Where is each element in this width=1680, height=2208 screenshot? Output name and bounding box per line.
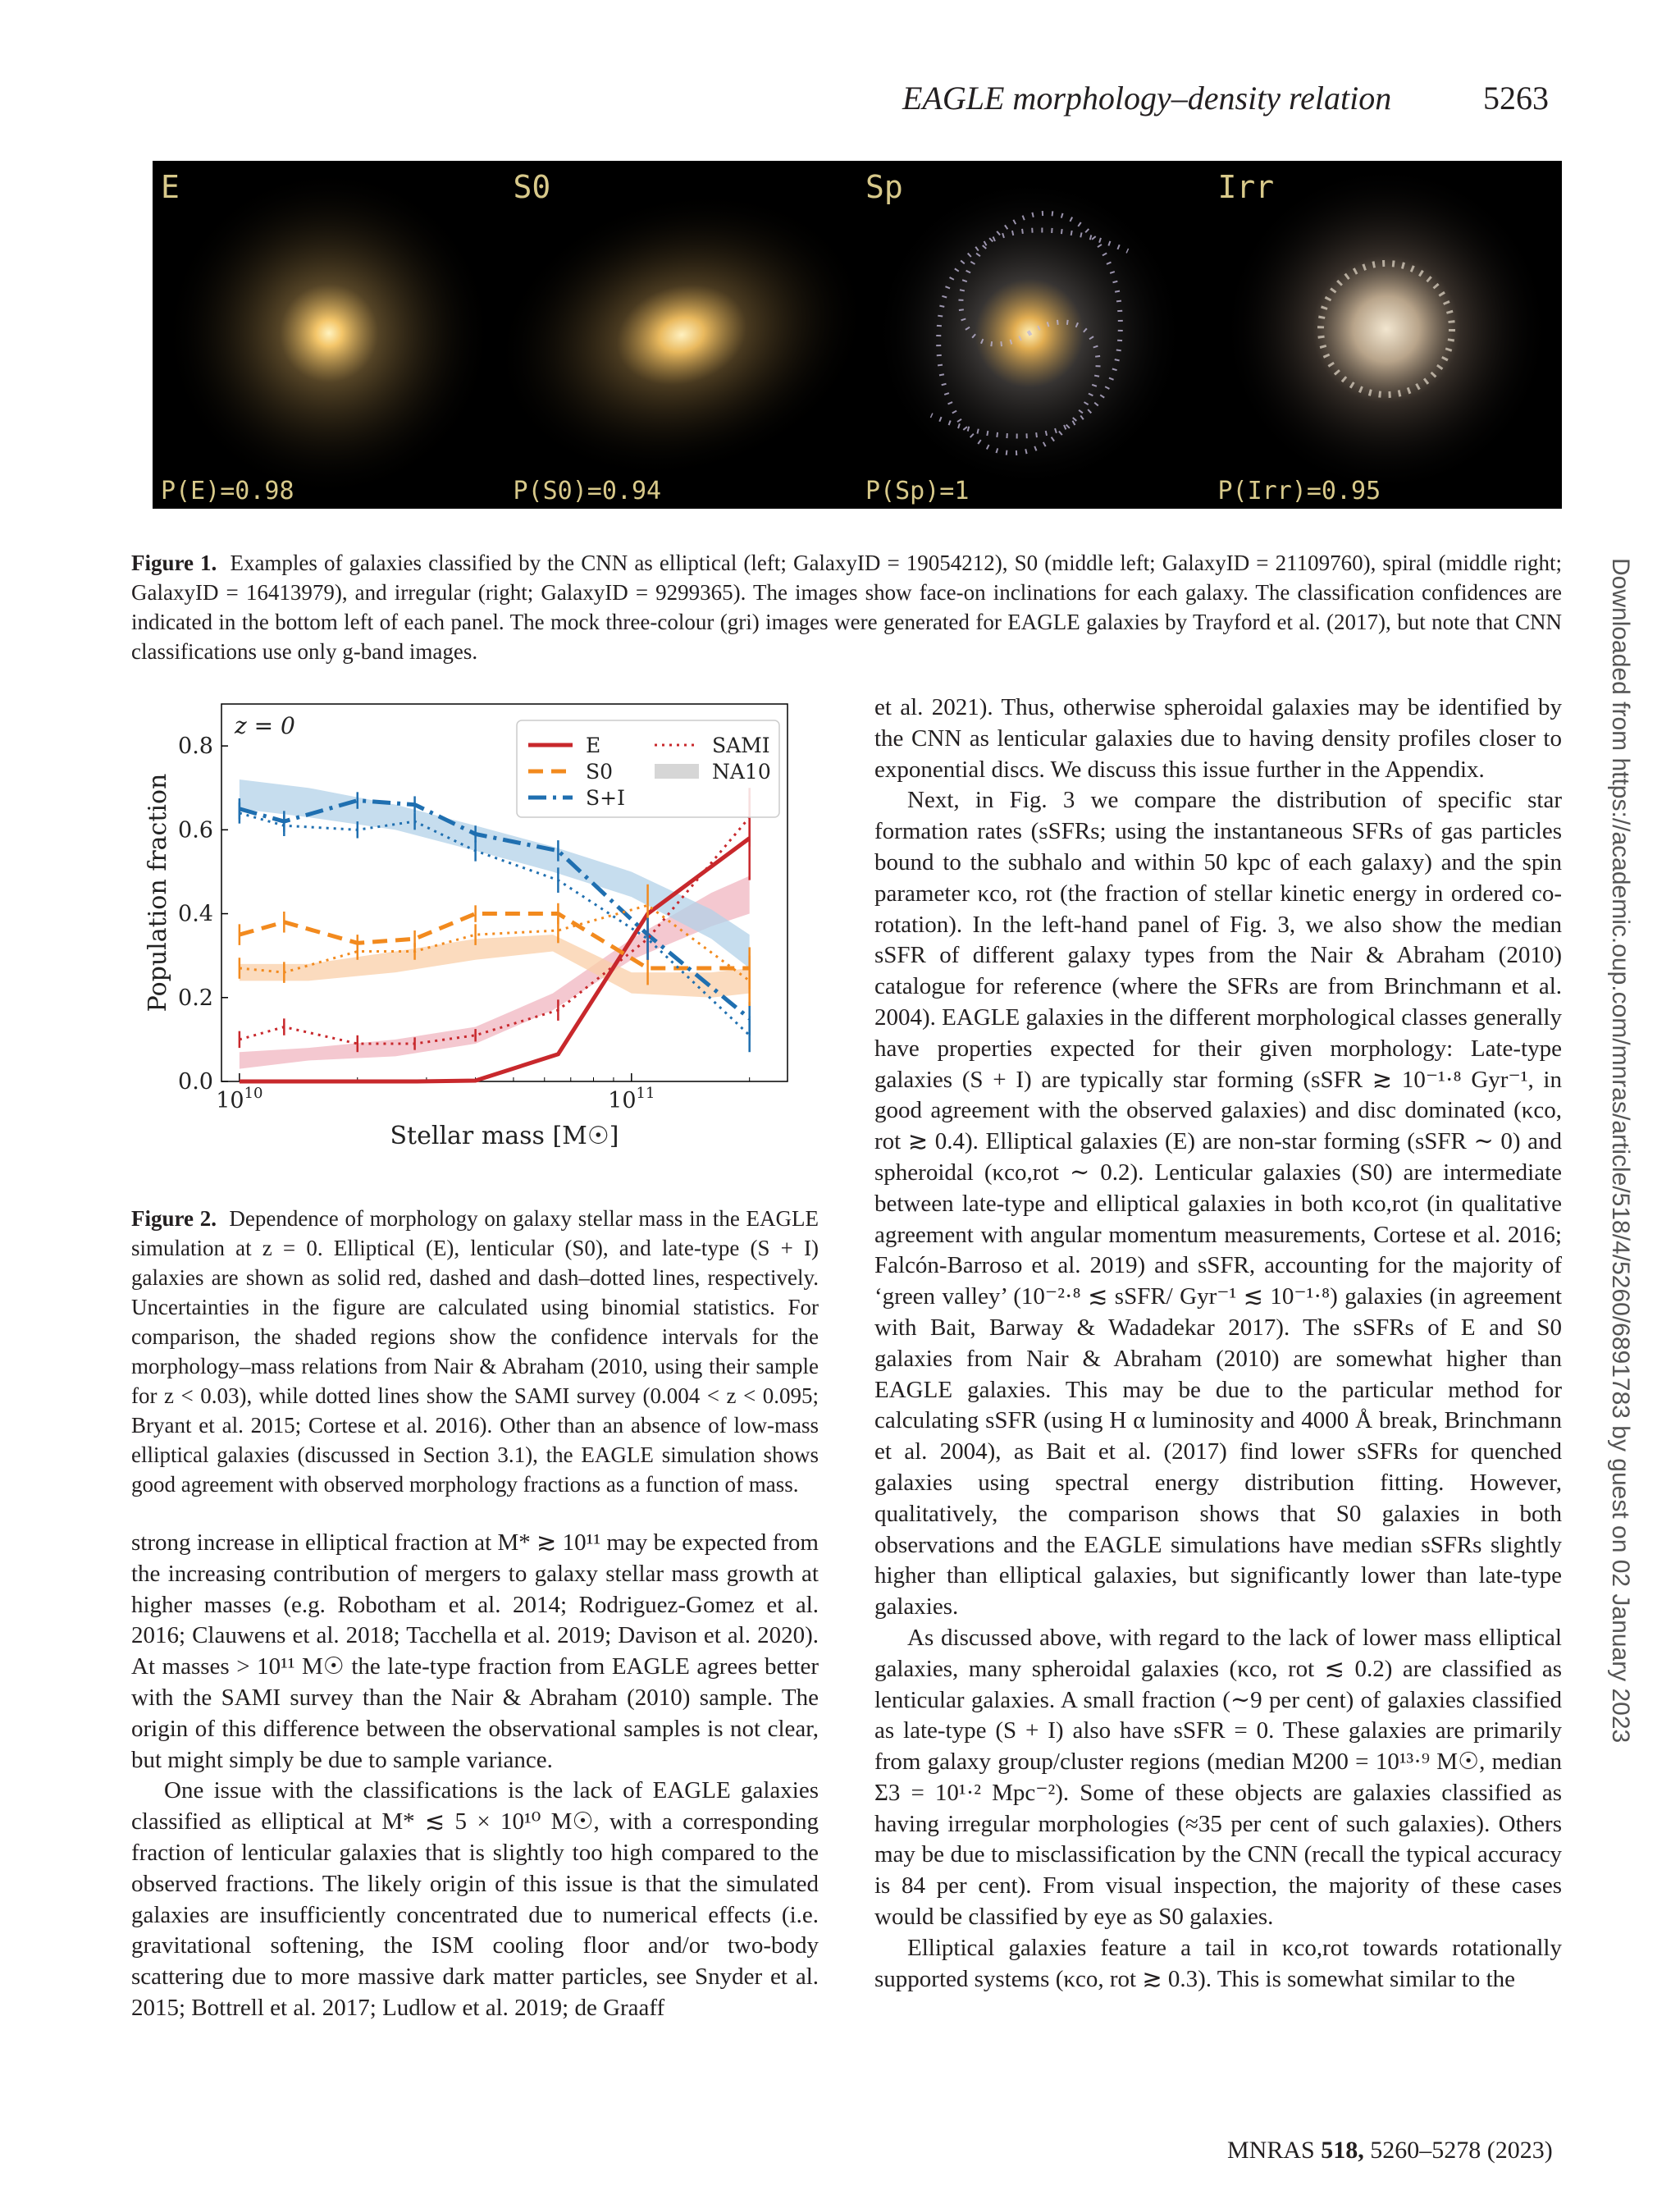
- y-tick-label: 0.2: [178, 985, 213, 1011]
- figure-2-chart: [131, 689, 829, 1182]
- download-watermark: Downloaded from https://academic.oup.com/mnras/article/518/4/5260/6891783 by guest on 02 January 2023: [1607, 558, 1634, 1744]
- x-axis-label: Stellar mass [M☉]: [390, 1122, 619, 1150]
- panel-confidence-E: P(E)=0.98: [161, 477, 294, 505]
- x-tick-label: $10^{11}$: [608, 1085, 655, 1113]
- spiral-galaxy-image: [857, 161, 1210, 509]
- elliptical-galaxy-image: [153, 161, 505, 509]
- right-paragraph: As discussed above, with regard to the lack of lower mass elliptical galaxies, many spheroidal galaxies (κco, rot ≲ 0.2) are classified as lenticular galaxies. A small fraction (∼9 per cent) of galaxies classified as late-type (S + I) also have sSFR = 0. These galaxies are primarily from galaxy group/cluster regions (median M200 = 10¹³·⁹ M☉, median Σ3 = 10¹·² Mpc⁻²). Some of these objects are galaxies classified as having irregular morphologies (≈35 per cent of such galaxies). Others may be due to misclassification by the CNN (recall the typical accuracy is 84 per cent). From visual inspection, the majority of these cases would be classified by eye as S0 galaxies.: [874, 1624, 1562, 1931]
- figure-2-caption: [131, 1204, 819, 1499]
- footer-volume: 518,: [1321, 2137, 1364, 2164]
- journal-footer: [1227, 2137, 1553, 2165]
- legend-label: E: [586, 734, 601, 757]
- legend-label: NA10: [712, 760, 771, 784]
- legend-label: S0: [586, 760, 614, 784]
- panel-label-S0: S0: [513, 169, 551, 205]
- footer-pages: 5260–5278 (2023): [1370, 2137, 1553, 2164]
- panel-confidence-S0: P(S0)=0.94: [513, 477, 662, 505]
- panel-label-Irr: Irr: [1217, 169, 1275, 205]
- galaxy-panel-irregular: [1210, 161, 1563, 509]
- left-column-text: [131, 1528, 819, 2024]
- figure-1-image-strip: [153, 161, 1562, 509]
- figure-2-caption-text: Dependence of morphology on galaxy stellar mass in the EAGLE simulation at z = 0. Elliptical (E), lenticular (S0), and late-type (S + I) galaxies are shown as solid red, dashed and dash–dotted lines, respectively. Uncertainties in the figure are calculated using binomial statistics. For comparison, the shaded regions show the confidence intervals for the morphology–mass relations from Nair & Abraham (2010, using their sample for z < 0.03), while dotted lines show the SAMI survey (0.004 < z < 0.095; Bryant et al. 2015; Cortese et al. 2016). Other than an absence of low-mass elliptical galaxies (discussed in Section 3.1), the EAGLE simulation shows good agreement with observed morphology fractions as a function of mass.: [131, 1206, 819, 1497]
- panel-label-Sp: Sp: [865, 169, 903, 205]
- running-title: EAGLE morphology–density relation: [902, 80, 1392, 117]
- right-paragraph: Next, in Fig. 3 we compare the distribution of specific star formation rates (sSFRs; using the instantaneous SFRs of gas particles bound to the subhalo and within 50 kpc of each galaxy) and the spin parameter κco, rot (the fraction of stellar kinetic energy in ordered co-rotation). In the left-hand panel of Fig. 3, we also show the median sSFR of different galaxy types from the Nair & Abraham (2010) catalogue for reference (where the SFRs are from Brinchmann et al. 2004). EAGLE galaxies in the different morphological classes generally have properties expected for their given morphology: Late-type galaxies (S + I) are typically star forming (sSFR ≳ 10⁻¹·⁸ Gyr⁻¹, in good agreement with the observed galaxies) and disc dominated (κco, rot ≳ 0.4). Elliptical galaxies (E) are non-star forming (sSFR ∼ 0) and spheroidal (κco,rot ∼ 0.2). Lenticular galaxies (S0) are intermediate between late-type and elliptical galaxies in both κco,rot (in qualitative agreement with angular momentum measurements, Cortese et al. 2016; Falcón-Barroso et al. 2019) and sSFR, accounting for the majority of ‘green valley’ (10⁻²·⁸ ≲ sSFR/ Gyr⁻¹ ≲ 10⁻¹·⁸) galaxies (in agreement with Bait, Barway & Wadadekar 2017). The sSFRs of E and S0 galaxies from Nair & Abraham (2010) are somewhat higher than EAGLE galaxies. This may be due to the particular method for calculating sSFR (using H α luminosity and 4000 Å break, Brinchmann et al. 2004), as Bait et al. (2017) find lower sSFRs for quenched galaxies using spectral energy distribution fitting. However, qualitatively, the comparison shows that S0 galaxies in both observations and the EAGLE simulations have median sSFRs slightly higher than elliptical galaxies, but significantly lower than late-type galaxies.: [874, 787, 1562, 1621]
- panel-label-E: E: [161, 169, 180, 205]
- x-tick-label: $10^{10}$: [216, 1085, 263, 1113]
- page-number: 5263: [1483, 80, 1549, 117]
- legend-swatch: [655, 764, 699, 779]
- panel-confidence-Irr: P(Irr)=0.95: [1217, 477, 1381, 505]
- right-paragraph: Elliptical galaxies feature a tail in κco,rot towards rotationally supported systems (κco, rot ≳ 0.3). This is somewhat similar to the: [874, 1934, 1562, 1992]
- series-line-e: [240, 839, 750, 1081]
- panel-confidence-Sp: P(Sp)=1: [865, 477, 970, 505]
- figure-2-caption-label: Figure 2.: [131, 1206, 217, 1231]
- y-tick-label: 0.6: [178, 817, 213, 843]
- y-tick-label: 0.4: [178, 901, 213, 927]
- galaxy-panel-elliptical: [153, 161, 505, 509]
- irregular-galaxy-image: [1210, 161, 1563, 509]
- right-column-text: [874, 693, 1562, 1995]
- left-paragraph: One issue with the classifications is the lack of EAGLE galaxies classified as elliptical at M* ≲ 5 × 10¹⁰ M☉, with a corresponding fraction of lenticular galaxies that is slightly too high compared to the observed fractions. The likely origin of this issue is that the simulated galaxies are insufficiently concentrated due to numerical effects (i.e. gravitational softening, the ISM cooling floor and/or two-body scattering due to more massive dark matter particles, see Snyder et al. 2015; Bottrell et al. 2017; Ludlow et al. 2019; de Graaff: [131, 1777, 819, 2021]
- figure-1-caption-text: Examples of galaxies classified by the CNN as elliptical (left; GalaxyID = 19054212), S0 (middle left; GalaxyID = 21109760), spiral (middle right; GalaxyID = 16413979), and irregular (right; GalaxyID = 9299365). The images show face-on inclinations for each galaxy. The classification confidences are indicated in the bottom left of each panel. The mock three-colour (gri) images were generated for EAGLE galaxies by Trayford et al. (2017), but note that CNN classifications use only g-band images.: [131, 551, 1562, 664]
- y-axis-label: Population fraction: [144, 773, 172, 1013]
- figure-1-caption: [131, 548, 1562, 666]
- band-s0-na10: [240, 935, 750, 998]
- galaxy-panel-lenticular: [505, 161, 858, 509]
- footer-journal: MNRAS: [1227, 2137, 1315, 2164]
- legend-label: SAMI: [712, 734, 770, 757]
- galaxy-panel-spiral: [857, 161, 1210, 509]
- figure-1-caption-label: Figure 1.: [131, 551, 217, 575]
- y-tick-label: 0.0: [178, 1069, 213, 1095]
- legend-label: S+I: [586, 786, 625, 810]
- chart-title: z = 0: [235, 712, 295, 739]
- y-tick-label: 0.8: [178, 734, 213, 760]
- left-paragraph: strong increase in elliptical fraction at M* ≳ 10¹¹ may be expected from the increasing contribution of mergers to galaxy stellar mass growth at higher masses (e.g. Robotham et al. 2014; Rodriguez-Gomez et al. 2016; Clauwens et al. 2018; Tacchella et al. 2019; Davison et al. 2020). At masses > 10¹¹ M☉ the late-type fraction from EAGLE agrees better with the SAMI survey than the Nair & Abraham (2010) sample. The origin of this difference between the observational samples is not clear, but might simply be due to sample variance.: [131, 1529, 819, 1773]
- right-paragraph: et al. 2021). Thus, otherwise spheroidal galaxies may be identified by the CNN as lenticular galaxies due to having density profiles closer to exponential discs. We discuss this issue further in the Appendix.: [874, 694, 1562, 783]
- lenticular-galaxy-image: [505, 161, 858, 509]
